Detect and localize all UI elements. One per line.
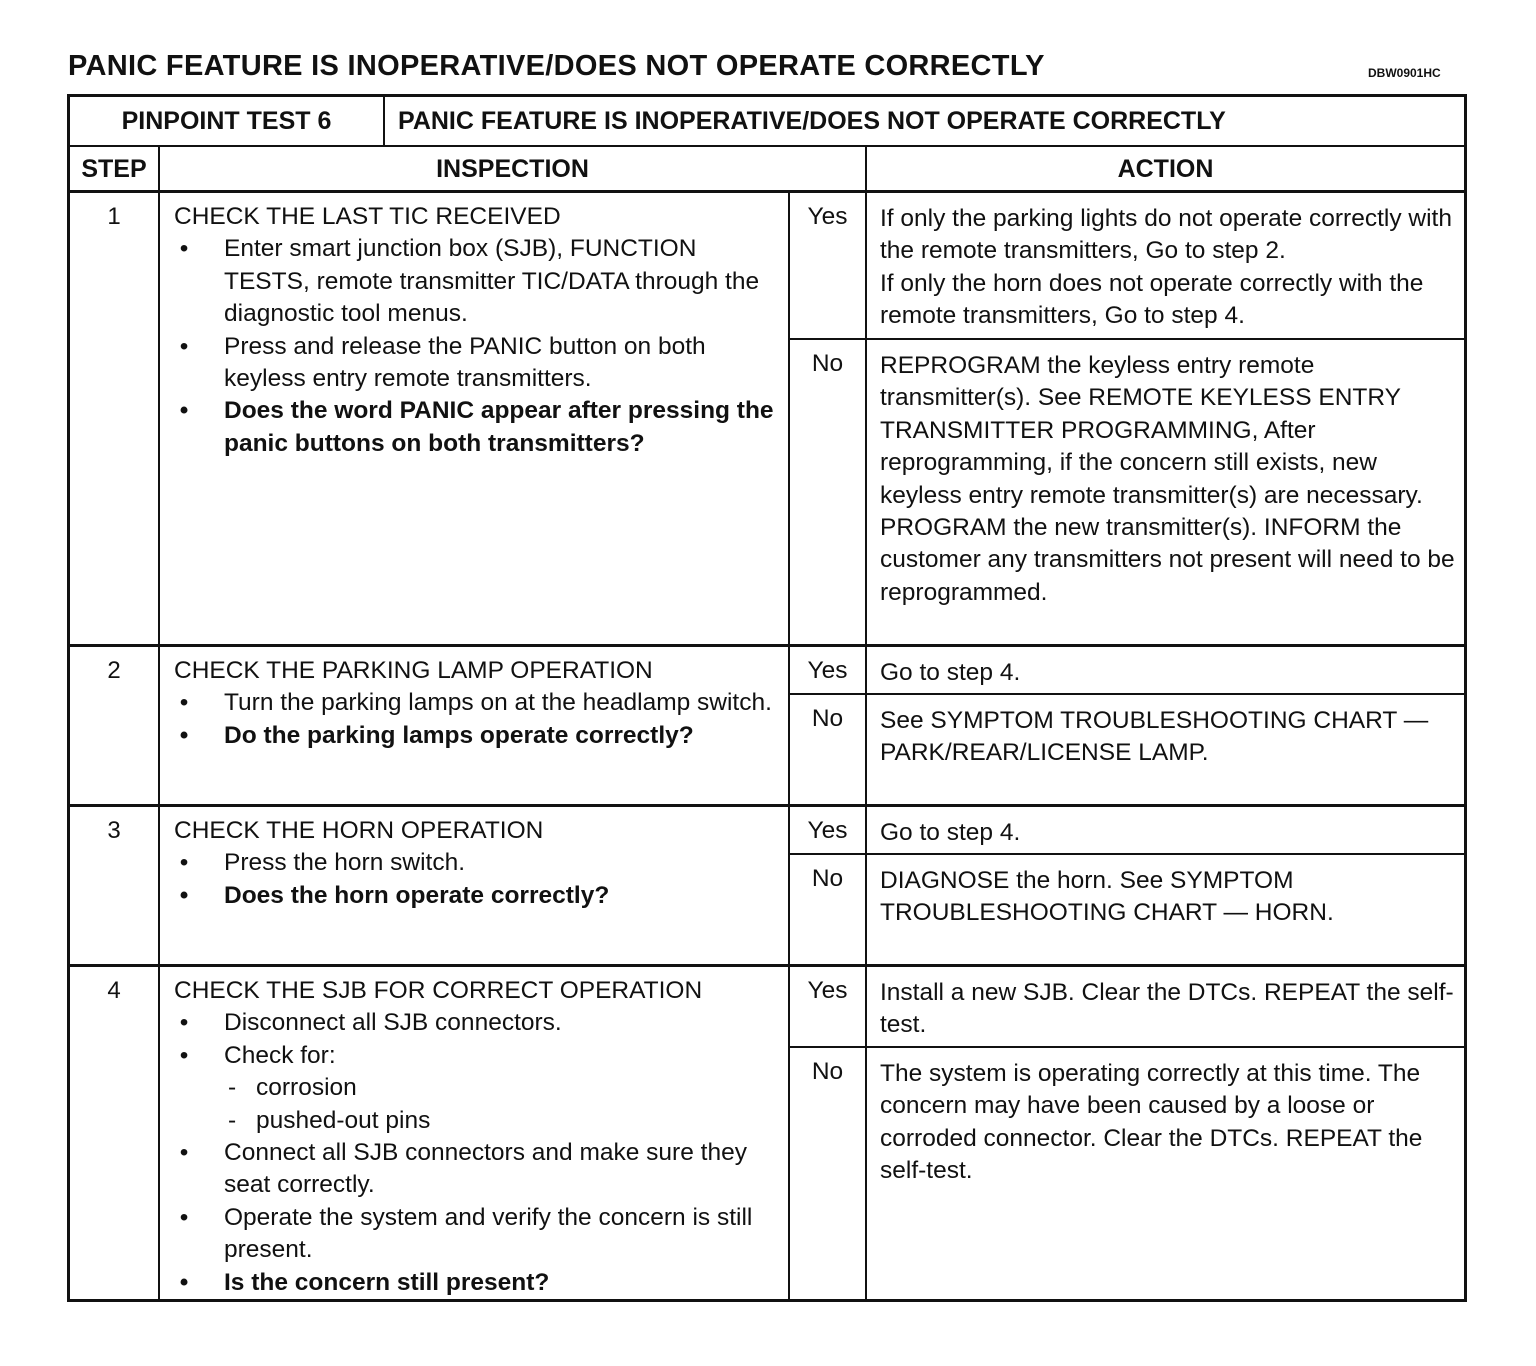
inspection-bullet: • Check for: - corrosion - pushed-out pins — [174, 1040, 778, 1137]
no-action: See SYMPTOM TROUBLESHOOTING CHART — PARK/REAR/LICENSE LAMP. — [880, 707, 1429, 767]
step-title: CHECK THE HORN OPERATION — [174, 817, 544, 844]
no-label: No — [790, 855, 867, 967]
yes-action: If only the parking lights do not operate correctly with the remote transmitters, Go to step 2. If only the horn does not operate correctly with the remote transmitters, Go to step 4. — [880, 205, 1452, 330]
step-results — [790, 807, 1464, 964]
yes-action: Install a new SJB. Clear the DTCs. REPEAT the self-test. — [880, 979, 1454, 1039]
column-header-inspection: INSPECTION — [160, 147, 867, 190]
step-results — [790, 193, 1464, 644]
step-inspection — [160, 807, 790, 964]
yes-label: Yes — [790, 807, 867, 853]
check-sub-item: - pushed-out pins — [228, 1106, 431, 1134]
result-no-row — [790, 695, 1464, 807]
inspection-bullet: • Press the horn switch. — [179, 849, 466, 877]
column-header-step: STEP — [70, 147, 160, 190]
result-yes-row — [790, 647, 1464, 695]
step-number: 3 — [70, 807, 160, 964]
page-title: PANIC FEATURE IS INOPERATIVE/DOES NOT OPERATE CORRECTLY — [68, 50, 1045, 82]
inspection-question: • Does the word PANIC appear after pressing the panic buttons on both transmitters? — [179, 397, 774, 457]
result-no-row — [790, 1048, 1464, 1299]
step-2-row — [70, 647, 1464, 807]
inspection-bullet: • Enter smart junction box (SJB), FUNCTION TESTS, remote transmitter TIC/DATA through the diagnostic tool menus. — [179, 235, 760, 328]
no-label: No — [790, 1048, 867, 1299]
no-action: REPROGRAM the keyless entry remote transmitter(s). See REMOTE KEYLESS ENTRY TRANSMITTER PROGRAMMING, After reprogramming, if the concern still exists, new keyless entry remote transmitter(s) are necessary. PROGRAM the new transmitter(s). INFORM the customer any transmitters not present will need to be reprogrammed. — [880, 352, 1455, 606]
step-number: 1 — [70, 193, 160, 644]
no-label: No — [790, 695, 867, 807]
result-no-row — [790, 855, 1464, 967]
pinpoint-test-table — [67, 94, 1467, 1302]
document-code: DBW0901HC — [1368, 66, 1441, 80]
inspection-bullet: • Press and release the PANIC button on both keyless entry remote transmitters. — [179, 332, 706, 393]
inspection-question: • Does the horn operate correctly? — [179, 881, 610, 909]
no-action: DIAGNOSE the horn. See SYMPTOM TROUBLESHOOTING CHART — HORN. — [880, 867, 1334, 927]
pinpoint-test-title: PANIC FEATURE IS INOPERATIVE/DOES NOT OPERATE CORRECTLY — [398, 107, 1226, 135]
no-action: The system is operating correctly at this time. The concern may have been caused by a loose or corroded connector. Clear the DTCs. REPEAT the self-test. — [880, 1060, 1423, 1185]
result-yes-row — [790, 967, 1464, 1048]
step-4-row — [70, 967, 1464, 1299]
yes-label: Yes — [790, 647, 867, 693]
step-inspection — [160, 647, 790, 804]
step-title: CHECK THE PARKING LAMP OPERATION — [174, 657, 653, 684]
yes-label: Yes — [790, 193, 867, 338]
step-3-row — [70, 807, 1464, 967]
step-inspection — [160, 193, 790, 644]
step-title: CHECK THE LAST TIC RECEIVED — [174, 203, 561, 230]
step-results — [790, 967, 1464, 1299]
result-yes-row — [790, 807, 1464, 855]
inspection-question: • Do the parking lamps operate correctly? — [179, 721, 694, 749]
yes-label: Yes — [790, 967, 867, 1046]
step-inspection — [160, 967, 790, 1299]
inspection-bullet: • Turn the parking lamps on at the headlamp switch. — [179, 689, 772, 717]
no-label: No — [790, 340, 867, 647]
check-sub-item: - corrosion — [228, 1074, 357, 1102]
yes-action: Go to step 4. — [880, 819, 1021, 846]
inspection-question: • Is the concern still present? — [179, 1268, 550, 1296]
inspection-bullet: • Connect all SJB connectors and make sure they seat correctly. — [179, 1139, 747, 1199]
result-no-row — [790, 340, 1464, 647]
step-number: 2 — [70, 647, 160, 804]
step-results — [790, 647, 1464, 804]
step-1-row — [70, 193, 1464, 647]
column-header-action: ACTION — [1117, 155, 1214, 183]
step-number: 4 — [70, 967, 160, 1299]
inspection-bullet: • Disconnect all SJB connectors. — [179, 1009, 562, 1037]
pinpoint-test-label: PINPOINT TEST 6 — [70, 97, 385, 145]
step-title: CHECK THE SJB FOR CORRECT OPERATION — [174, 977, 703, 1004]
yes-action: Go to step 4. — [880, 659, 1021, 686]
test-header-row — [70, 97, 1464, 147]
result-yes-row — [790, 193, 1464, 340]
inspection-bullet: • Operate the system and verify the concern is still present. — [179, 1203, 753, 1264]
column-header-row — [70, 147, 1464, 193]
